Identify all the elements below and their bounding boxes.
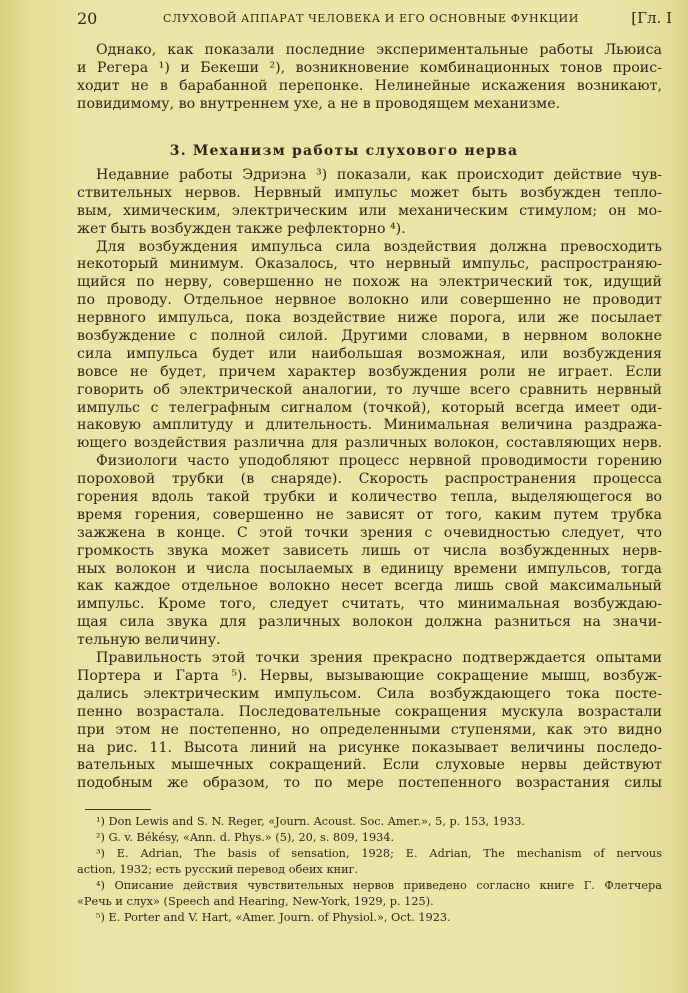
text-line: вательных мышечных сокращений. Если слуховые нервы действуют: [77, 757, 662, 774]
paragraph: [77, 167, 662, 239]
text-line: щая сила звука для различных волокон должна разниться на значи-: [77, 614, 662, 631]
text-line: ходит не в барабанной перепонке. Нелинейные искажения возникают,: [77, 77, 662, 94]
text-line: Физиологи часто уподобляют процесс нервной проводимости горению: [96, 453, 662, 470]
text-line: ствительных нервов. Нервный импульс может быть возбужден тепло-: [77, 184, 662, 201]
text-line: громкость звука может зависеть лишь от числа возбужденных нерв-: [77, 542, 662, 559]
text-line: Недавние работы Эдриэна ³) показали, как происходит действие чув-: [96, 167, 662, 183]
text-line: и Регера ¹) и Бекеши ²), возникновение комбинационных тонов проис-: [77, 59, 662, 76]
footnote: «Речь и слух» (Speech and Hearing, New-York, 1929, p. 125).: [77, 895, 434, 908]
text-line: ющего воздействия различна для различных волокон, составляющих нерв.: [77, 435, 662, 452]
footnote: ³) E. Adrian, The basis of sensation, 1928; E. Adrian, The mechanism of nervous: [96, 847, 662, 860]
text-line: импульс с телеграфным сигналом (точкой), который всегда имеет оди-: [77, 399, 662, 416]
text-line: пенно возрастала. Последовательные сокращения мускула возрастали: [77, 703, 662, 720]
footnotes: [77, 814, 662, 926]
footnote: ⁵) E. Porter and V. Hart, «Amer. Journ. of Physiol.», Oct. 1923.: [96, 911, 451, 924]
text-line: повидимому, во внутреннем ухе, а не в проводящем механизме.: [77, 95, 561, 112]
text-line: некоторый минимум. Оказалось, что нервный импульс, распространяю-: [77, 256, 662, 273]
text-line: при этом не постепенно, но определенными ступенями, как это видно: [77, 721, 662, 738]
text-line: подобным же образом, то по мере постепенного возрастания силы: [77, 775, 662, 792]
text-line: как каждое отдельное волокно несет всегда лишь свой максимальный: [77, 578, 662, 595]
text-line: Портера и Гарта ⁵). Нервы, вызывающие сокращение мышц, возбуж-: [77, 667, 662, 684]
text-line: дались электрическим импульсом. Сила возбуждающего тока посте-: [77, 685, 662, 702]
footnote: action, 1932; есть русский перевод обеих книг.: [77, 863, 359, 876]
text-line: пороховой трубки (в снаряде). Скорость распространения процесса: [77, 471, 662, 488]
text-line: Однако, как показали последние экспериментальные работы Льюиса: [96, 42, 662, 58]
text-line: время горения, совершенно не зависят от того, каким путем трубка: [77, 506, 662, 523]
chapter-marker: [Гл. I: [631, 9, 672, 27]
text-line: тельную величину.: [77, 632, 221, 649]
text-line: вовсе не будет, причем характер возбуждения роли не играет. Если: [77, 363, 662, 380]
section-heading: 3. Механизм работы слухового нерва: [169, 143, 519, 159]
text-line: вым, химическим, электрическим или механическим стимулом; он мо-: [77, 202, 662, 219]
text-line: по проводу. Отдельное нервное волокно или совершенно не проводит: [77, 292, 662, 309]
text-line: на рис. 11. Высота линий на рисунке показывает величины последо-: [77, 739, 662, 756]
page-number: 20: [77, 9, 98, 28]
paragraph: [77, 239, 662, 454]
text-line: говорить об электрической аналогии, то лучше всего сравнить нервный: [77, 381, 662, 398]
text-line: импульс. Кроме того, следует считать, что минимальная возбуждаю-: [77, 596, 662, 613]
running-title: СЛУХОВОЙ АППАРАТ ЧЕЛОВЕКА И ЕГО ОСНОВНЫЕ ФУНКЦИИ: [163, 12, 579, 25]
text-line: Правильность этой точки зрения прекрасно подтверждается опытами: [96, 650, 662, 667]
text-line: возбуждение с полной силой. Другими словами, в нервном волокне: [77, 328, 662, 345]
footnote: ¹) Don Lewis and S. N. Reger, «Journ. Acoust. Soc. Amer.», 5, p. 153, 1933.: [96, 815, 526, 828]
text-line: жет быть возбужден также рефлекторно ⁴).: [77, 220, 406, 237]
running-header: [77, 9, 672, 29]
text-line: нервного импульса, пока воздействие ниже порога, или же посылает: [77, 310, 662, 327]
text-line: Для возбуждения импульса сила воздействия должна превосходить: [96, 238, 662, 255]
body-text: [77, 167, 662, 793]
text-line: горения вдоль такой трубки и количество тепла, выделяющегося во: [77, 489, 662, 506]
text-line: щийся по нерву, совершенно не похож на электрический ток, идущий: [77, 274, 662, 291]
footnote: ⁴) Описание действия чувствительных нервов приведено согласно книге Г. Флетчера: [96, 879, 662, 892]
footnote-divider: [85, 809, 151, 810]
text-line: зажжена в конце. С этой точки зрения с очевидностью следует, что: [77, 524, 662, 541]
text-line: ных волокон и числа посылаемых в единицу времени импульсов, тогда: [77, 560, 662, 577]
paragraph: [77, 453, 662, 650]
text-line: сила импульса будет или наибольшая возможная, или возбуждения: [77, 345, 662, 362]
footnote: ²) G. v. Békésy, «Ann. d. Phys.» (5), 20, s. 809, 1934.: [96, 831, 395, 844]
text-line: наковую амплитуду и длительность. Минимальная величина раздража-: [77, 417, 662, 434]
paragraph: [77, 650, 662, 793]
intro-paragraph: [77, 42, 662, 114]
